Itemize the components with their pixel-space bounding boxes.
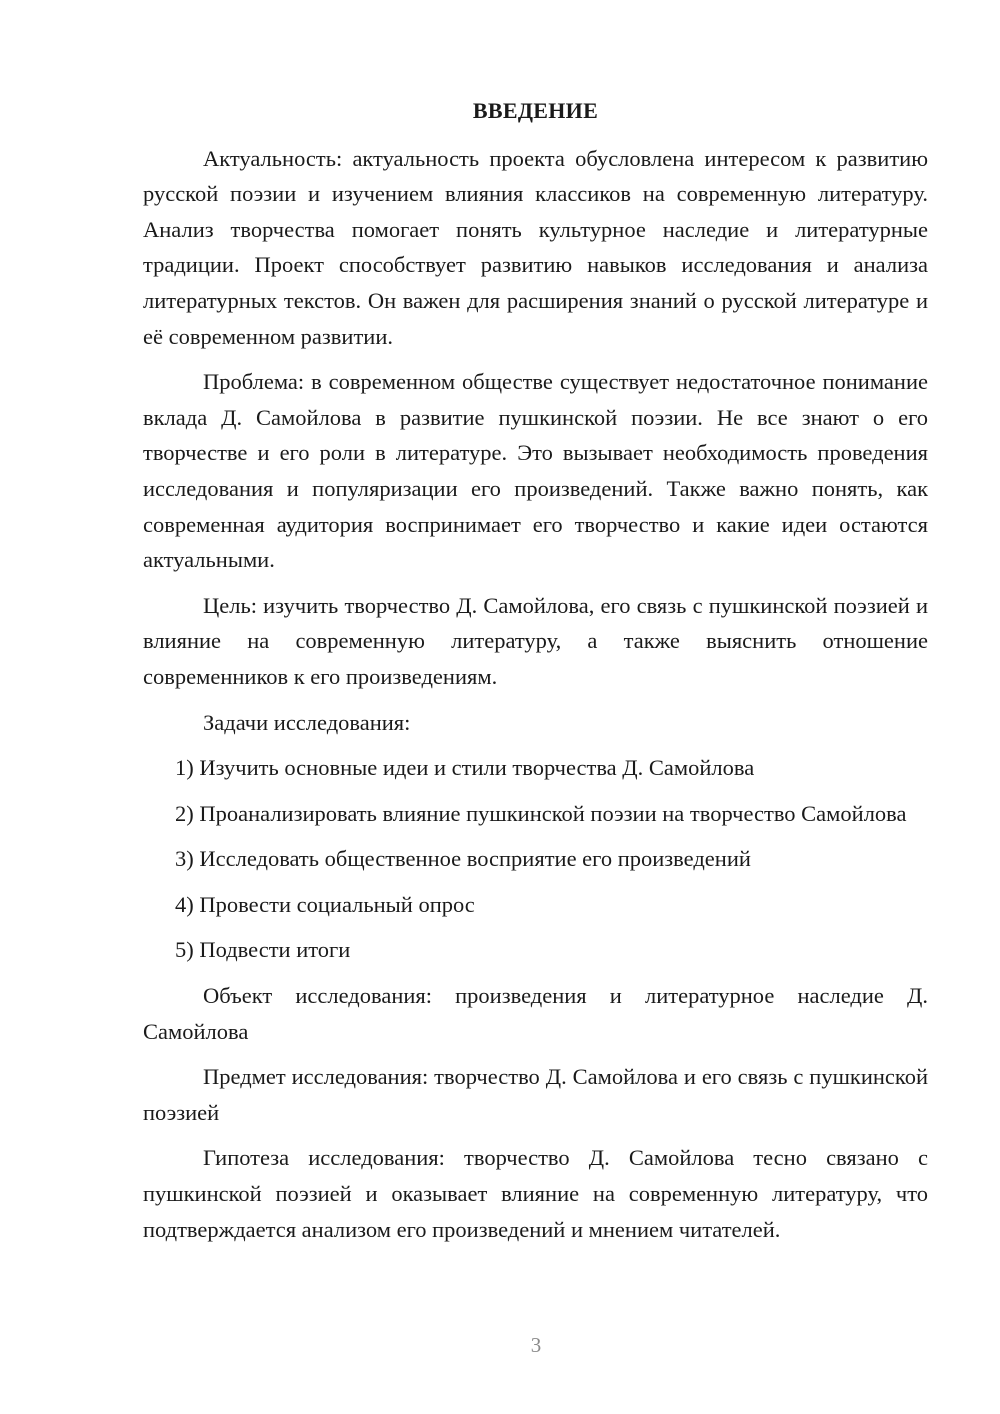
paragraph-hypothesis: Гипотеза исследования: творчество Д. Самойлова тесно связано с пушкинской поэзией и оказывает влияние на современную литературу, что подтверждается анализом его произведений и мнением читателей. [143, 1145, 928, 1242]
task-item: 1) Изучить основные идеи и стили творчества Д. Самойлова [175, 755, 755, 781]
task-item: 3) Исследовать общественное восприятие его произведений [175, 846, 751, 872]
tasks-heading: Задачи исследования: [203, 709, 411, 735]
task-item: 5) Подвести итоги [175, 937, 351, 963]
paragraph-relevance: Актуальность: актуальность проекта обусловлена интересом к развитию русской поэзии и изучением влияния классиков на современную литературу. Анализ творчества помогает понять культурное наследие и литературные традиции. Проект способствует развитию навыков исследования и анализа литературных текстов. Он важен для расширения знаний о русской литературе и её современном развитии. [143, 145, 928, 349]
page-number: 3 [530, 1333, 542, 1357]
paragraph-subject: Предмет исследования: творчество Д. Самойлова и его связь с пушкинской поэзией [143, 1064, 928, 1125]
paragraph-problem: Проблема: в современном обществе существует недостаточное понимание вклада Д. Самойлова в развитие пушкинской поэзии. Не все знают о его творчестве и его роли в литературе. Это вызывает необходимость проведения исследования и популяризации его произведений. Также важно понять, как современная аудитория воспринимает его творчество и какие идеи остаются актуальными. [143, 369, 928, 573]
page-content [143, 93, 928, 1257]
paragraph-goal: Цель: изучить творчество Д. Самойлова, его связь с пушкинской поэзией и влияние на современную литературу, а также выяснить отношение современников к его произведениям. [143, 592, 928, 689]
task-item: 4) Провести социальный опрос [175, 891, 475, 917]
paragraph-object: Объект исследования: произведения и литературное наследие Д. Самойлова [143, 983, 928, 1044]
section-title: ВВЕДЕНИЕ [472, 98, 599, 123]
tasks-list [143, 750, 928, 968]
task-item: 2) Проанализировать влияние пушкинской поэзии на творчество Самойлова [175, 800, 907, 826]
